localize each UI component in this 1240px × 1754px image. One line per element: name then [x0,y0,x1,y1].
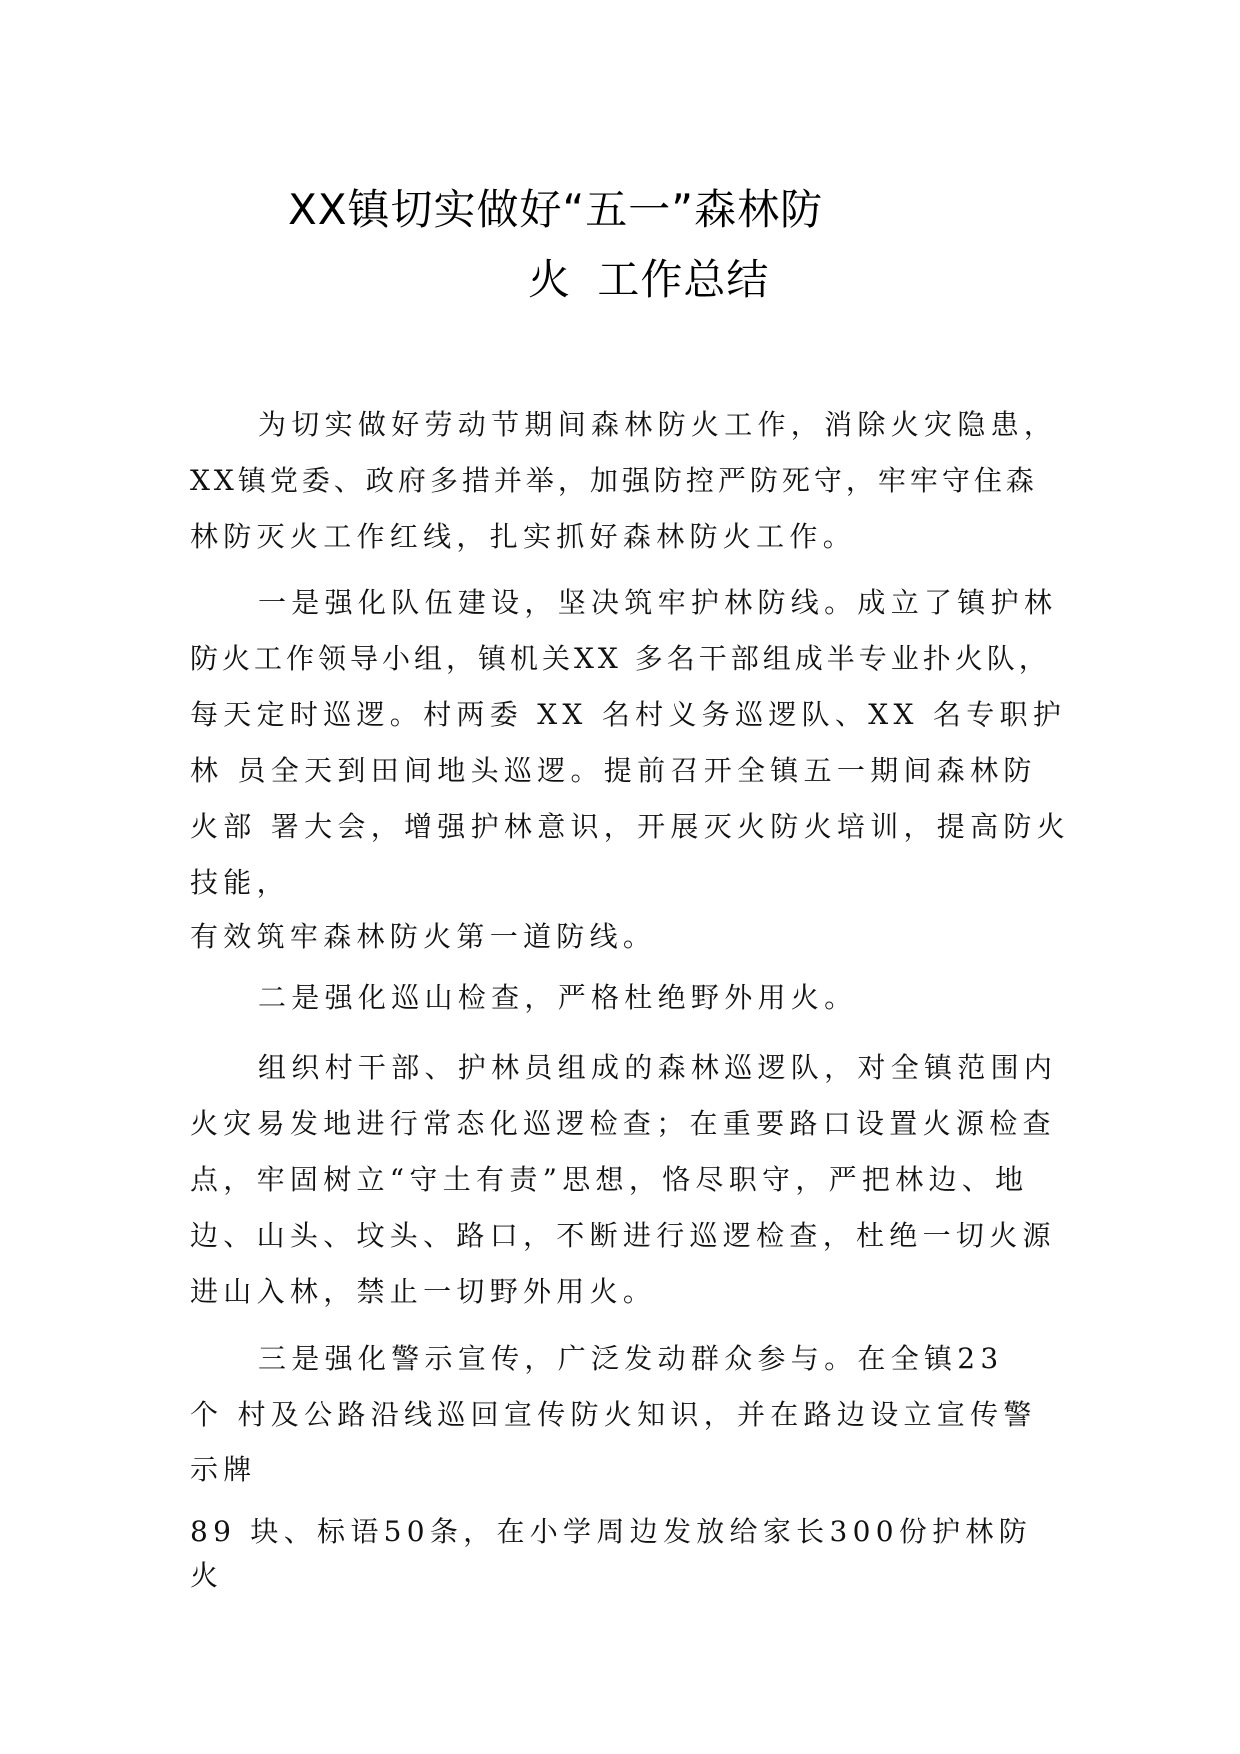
paragraph-line: 边、山头、坟头、路口，不断进行巡逻检查，杜绝一切火源 [190,1219,1056,1252]
paragraph-line: 点，牢固树立“守土有责”思想，恪尽职守，严把林边、地 [190,1163,1029,1196]
paragraph-line: 二是强化巡山检查，严格杜绝野外用火。 [258,981,858,1014]
paragraph-line: XX镇党委、政府多措并举，加强防控严防死守，牢牢守住森 [190,464,1038,497]
paragraph-line: 一是强化队伍建设，坚决筑牢护林防线。成立了镇护林 [258,586,1058,619]
paragraph-line: 89 块、标语50条，在小学周边发放给家长300份护林防 [190,1515,1033,1548]
paragraph-line: 组织村干部、护林员组成的森林巡逻队，对全镇范围内 [258,1051,1058,1084]
paragraph-line: 三是强化警示宣传，广泛发动群众参与。在全镇23 [258,1342,1004,1375]
paragraph-line: 防火工作领导小组，镇机关XX 多名干部组成半专业扑火队， [190,642,1051,675]
paragraph-line: 示牌 [190,1453,257,1486]
paragraph-line: 为切实做好劳动节期间森林防火工作，消除火灾隐患， [258,408,1058,441]
paragraph-line: 火部 署大会，增强护林意识，开展灭火防火培训，提高防火 [190,810,1071,843]
paragraph-line: 每天定时巡逻。村两委 XX 名村义务巡逻队、XX 名专职护 [190,698,1067,731]
paragraph-line: 有效筑牢森林防火第一道防线。 [190,920,657,953]
paragraph-line: 个 村及公路沿线巡回宣传防火知识，并在路边设立宣传警 [190,1398,1037,1431]
paragraph-line: 林防灭火工作红线，扎实抓好森林防火工作。 [190,520,857,553]
paragraph-line: 火灾易发地进行常态化巡逻检查；在重要路口设置火源检查 [190,1107,1056,1140]
paragraph-line: 进山入林，禁止一切野外用火。 [190,1275,657,1308]
paragraph-line: 技能， [190,866,290,899]
title-line-2: 火 工作总结 [528,255,770,304]
title-line-1: XX镇切实做好“五一”森林防 [288,185,824,234]
paragraph-line: 火 [190,1559,224,1592]
paragraph-line: 林 员全天到田间地头巡逻。提前召开全镇五一期间森林防 [190,754,1037,787]
